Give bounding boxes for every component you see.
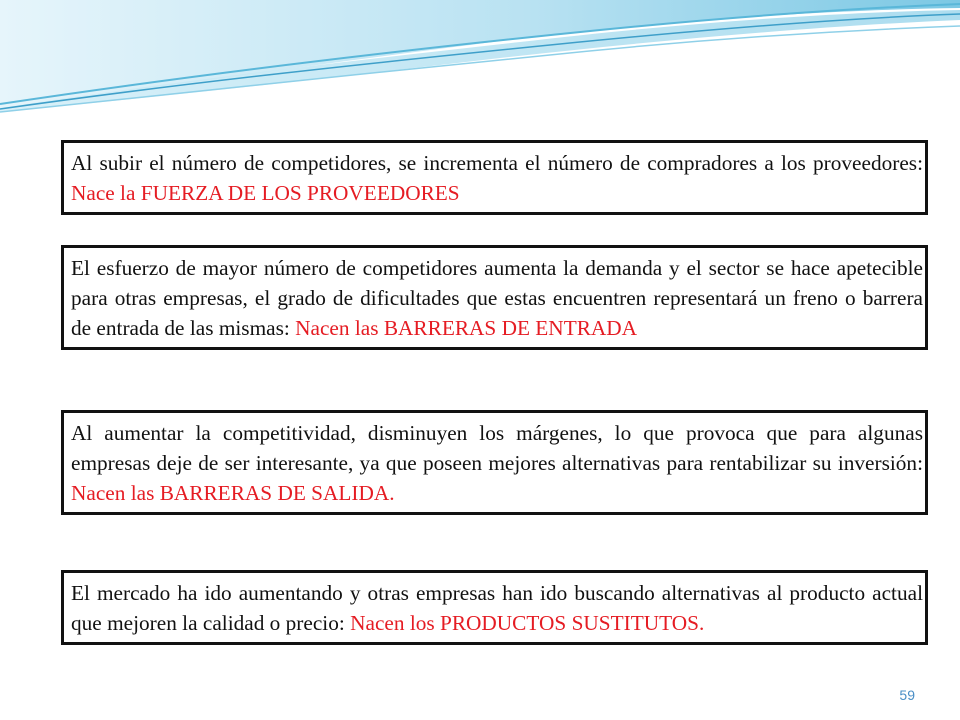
paragraph-text: Al subir el número de competidores, se incrementa el número de compradores a los proveedores:	[71, 151, 923, 175]
text-box-proveedores	[61, 140, 928, 215]
paragraph-barreras-salida	[71, 418, 923, 508]
text-box-barreras-salida	[61, 410, 928, 515]
header-wave-decoration	[0, 0, 960, 115]
paragraph-proveedores	[71, 148, 923, 208]
text-box-productos-sustitutos	[61, 570, 928, 645]
paragraph-text: El mercado ha ido aumentando y otras empresas han ido buscando alternativas al producto actual que mejoren la calidad o precio:	[71, 581, 923, 635]
page-number: 59	[899, 687, 915, 703]
highlight-text: Nacen los PRODUCTOS SUSTITUTOS.	[350, 611, 705, 635]
paragraph-text: El esfuerzo de mayor número de competidores aumenta la demanda y el sector se hace apetecible para otras empresas, el grado de dificultades que estas encuentren representará un freno o barrera de entrada de las mismas:	[71, 256, 923, 340]
paragraph-text: Al aumentar la competitividad, disminuyen los márgenes, lo que provoca que para algunas empresas deje de ser interesante, ya que poseen mejores alternativas para rentabilizar su inversión:	[71, 421, 923, 475]
text-box-barreras-entrada	[61, 245, 928, 350]
highlight-text: Nacen las BARRERAS DE SALIDA.	[71, 481, 395, 505]
paragraph-barreras-entrada	[71, 253, 923, 343]
paragraph-productos-sustitutos	[71, 578, 923, 638]
highlight-text: Nacen las BARRERAS DE ENTRADA	[295, 316, 638, 340]
highlight-text: Nace la FUERZA DE LOS PROVEEDORES	[71, 181, 460, 205]
